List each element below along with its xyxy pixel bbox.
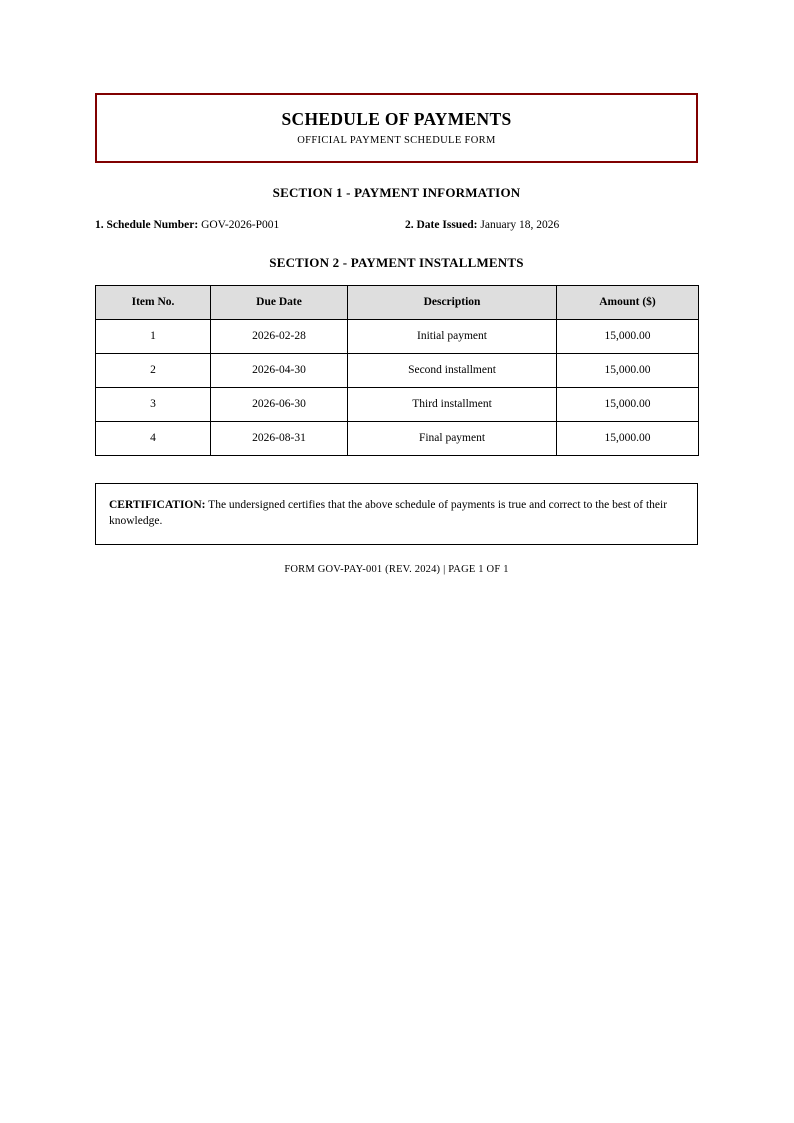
field-date-issued-label: 2. Date Issued: <box>405 218 478 231</box>
certification-text: The undersigned certifies that the above schedule of payments is true and correct to the best of their knowledge. <box>109 498 668 528</box>
field-date-issued-value: January 18, 2026 <box>480 218 560 231</box>
page-subtitle: OFFICIAL PAYMENT SCHEDULE FORM <box>297 134 496 146</box>
table-row <box>96 353 699 387</box>
cell-due-date: 2026-04-30 <box>211 353 348 387</box>
table-row <box>96 421 699 455</box>
table-header <box>96 285 699 319</box>
cell-amount: 15,000.00 <box>557 353 699 387</box>
cell-description: Final payment <box>348 421 557 455</box>
table-header-row <box>96 285 699 319</box>
document-content <box>95 93 698 575</box>
cell-amount: 15,000.00 <box>557 387 699 421</box>
cell-description: Initial payment <box>348 319 557 353</box>
field-schedule-number-value: GOV-2026-P001 <box>201 218 280 231</box>
cell-item-no: 4 <box>96 421 211 455</box>
payment-information-fields <box>95 217 698 233</box>
section-1-heading: SECTION 1 - PAYMENT INFORMATION <box>272 184 521 200</box>
cell-due-date: 2026-06-30 <box>211 387 348 421</box>
installments-table <box>95 285 699 456</box>
cell-due-date: 2026-02-28 <box>211 319 348 353</box>
cell-due-date: 2026-08-31 <box>211 421 348 455</box>
cell-description: Second installment <box>348 353 557 387</box>
column-header-item-no: Item No. <box>96 285 211 319</box>
cell-amount: 15,000.00 <box>557 319 699 353</box>
column-header-due-date: Due Date <box>211 285 348 319</box>
cell-description: Third installment <box>348 387 557 421</box>
section-2-heading: SECTION 2 - PAYMENT INSTALLMENTS <box>269 254 524 270</box>
cell-item-no: 3 <box>96 387 211 421</box>
field-schedule-number <box>95 217 279 233</box>
field-date-issued <box>405 217 559 233</box>
cell-item-no: 1 <box>96 319 211 353</box>
cell-item-no: 2 <box>96 353 211 387</box>
installments-table-wrapper <box>95 285 698 456</box>
column-header-amount: Amount ($) <box>557 285 699 319</box>
document-header-banner <box>95 93 698 163</box>
table-row <box>96 319 699 353</box>
cell-amount: 15,000.00 <box>557 421 699 455</box>
document-footer: FORM GOV-PAY-001 (REV. 2024) | PAGE 1 OF 1 <box>284 563 509 575</box>
page-title: SCHEDULE OF PAYMENTS <box>281 109 512 129</box>
table-row <box>96 387 699 421</box>
certification-box <box>95 483 698 545</box>
table-body <box>96 319 699 455</box>
field-schedule-number-label: 1. Schedule Number: <box>95 218 199 231</box>
column-header-description: Description <box>348 285 557 319</box>
certification-label: CERTIFICATION: <box>109 498 206 511</box>
